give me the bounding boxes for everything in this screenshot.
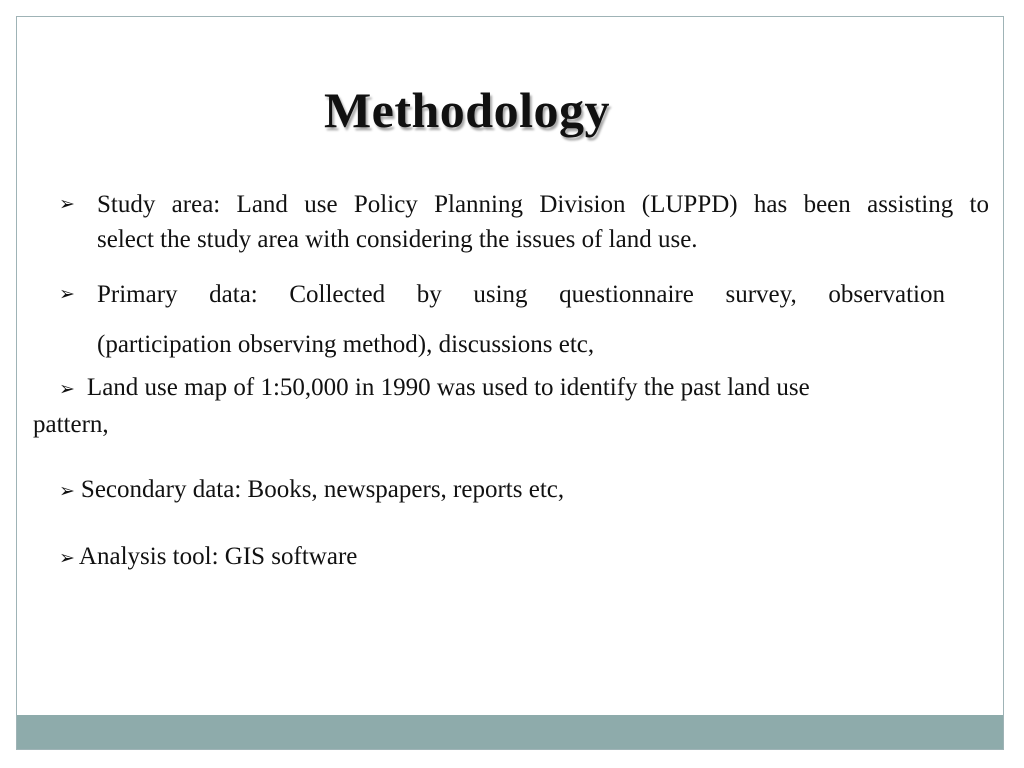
list-item-line: Primary data: Collected by using questionnaire survey, observation: [97, 281, 945, 308]
footer-bar: [17, 715, 1003, 749]
list-item: [33, 472, 963, 509]
list-item-line: Study area: Land use Policy Planning Division (LUPPD) has been assisting to: [97, 191, 989, 218]
list-item-line: select the study area with considering the issues of land use.: [97, 226, 698, 253]
slide: [16, 16, 1004, 750]
arrow-bullet-icon: ➢: [59, 193, 75, 215]
list-item-text: Land use map of 1:50,000 in 1990 was used to identify the past land use: [86, 374, 810, 401]
list-item-line: pattern,: [33, 411, 109, 438]
slide-title: Methodology: [323, 82, 611, 138]
arrow-bullet-icon: ➢: [59, 283, 75, 305]
list-item: [59, 187, 989, 257]
list-item: [33, 539, 963, 576]
list-item-line: (participation observing method), discussions etc,: [97, 331, 595, 358]
list-item-text: Analysis tool: GIS software: [78, 543, 358, 570]
list-item: [59, 277, 989, 362]
arrow-bullet-icon: ➢: [59, 378, 75, 400]
list-item-text: Secondary data: Books, newspapers, reports etc,: [80, 476, 565, 503]
arrow-bullet-icon: ➢: [59, 547, 75, 569]
list-item-line: [33, 370, 963, 407]
arrow-bullet-icon: ➢: [59, 480, 75, 502]
list-item: [33, 370, 963, 442]
